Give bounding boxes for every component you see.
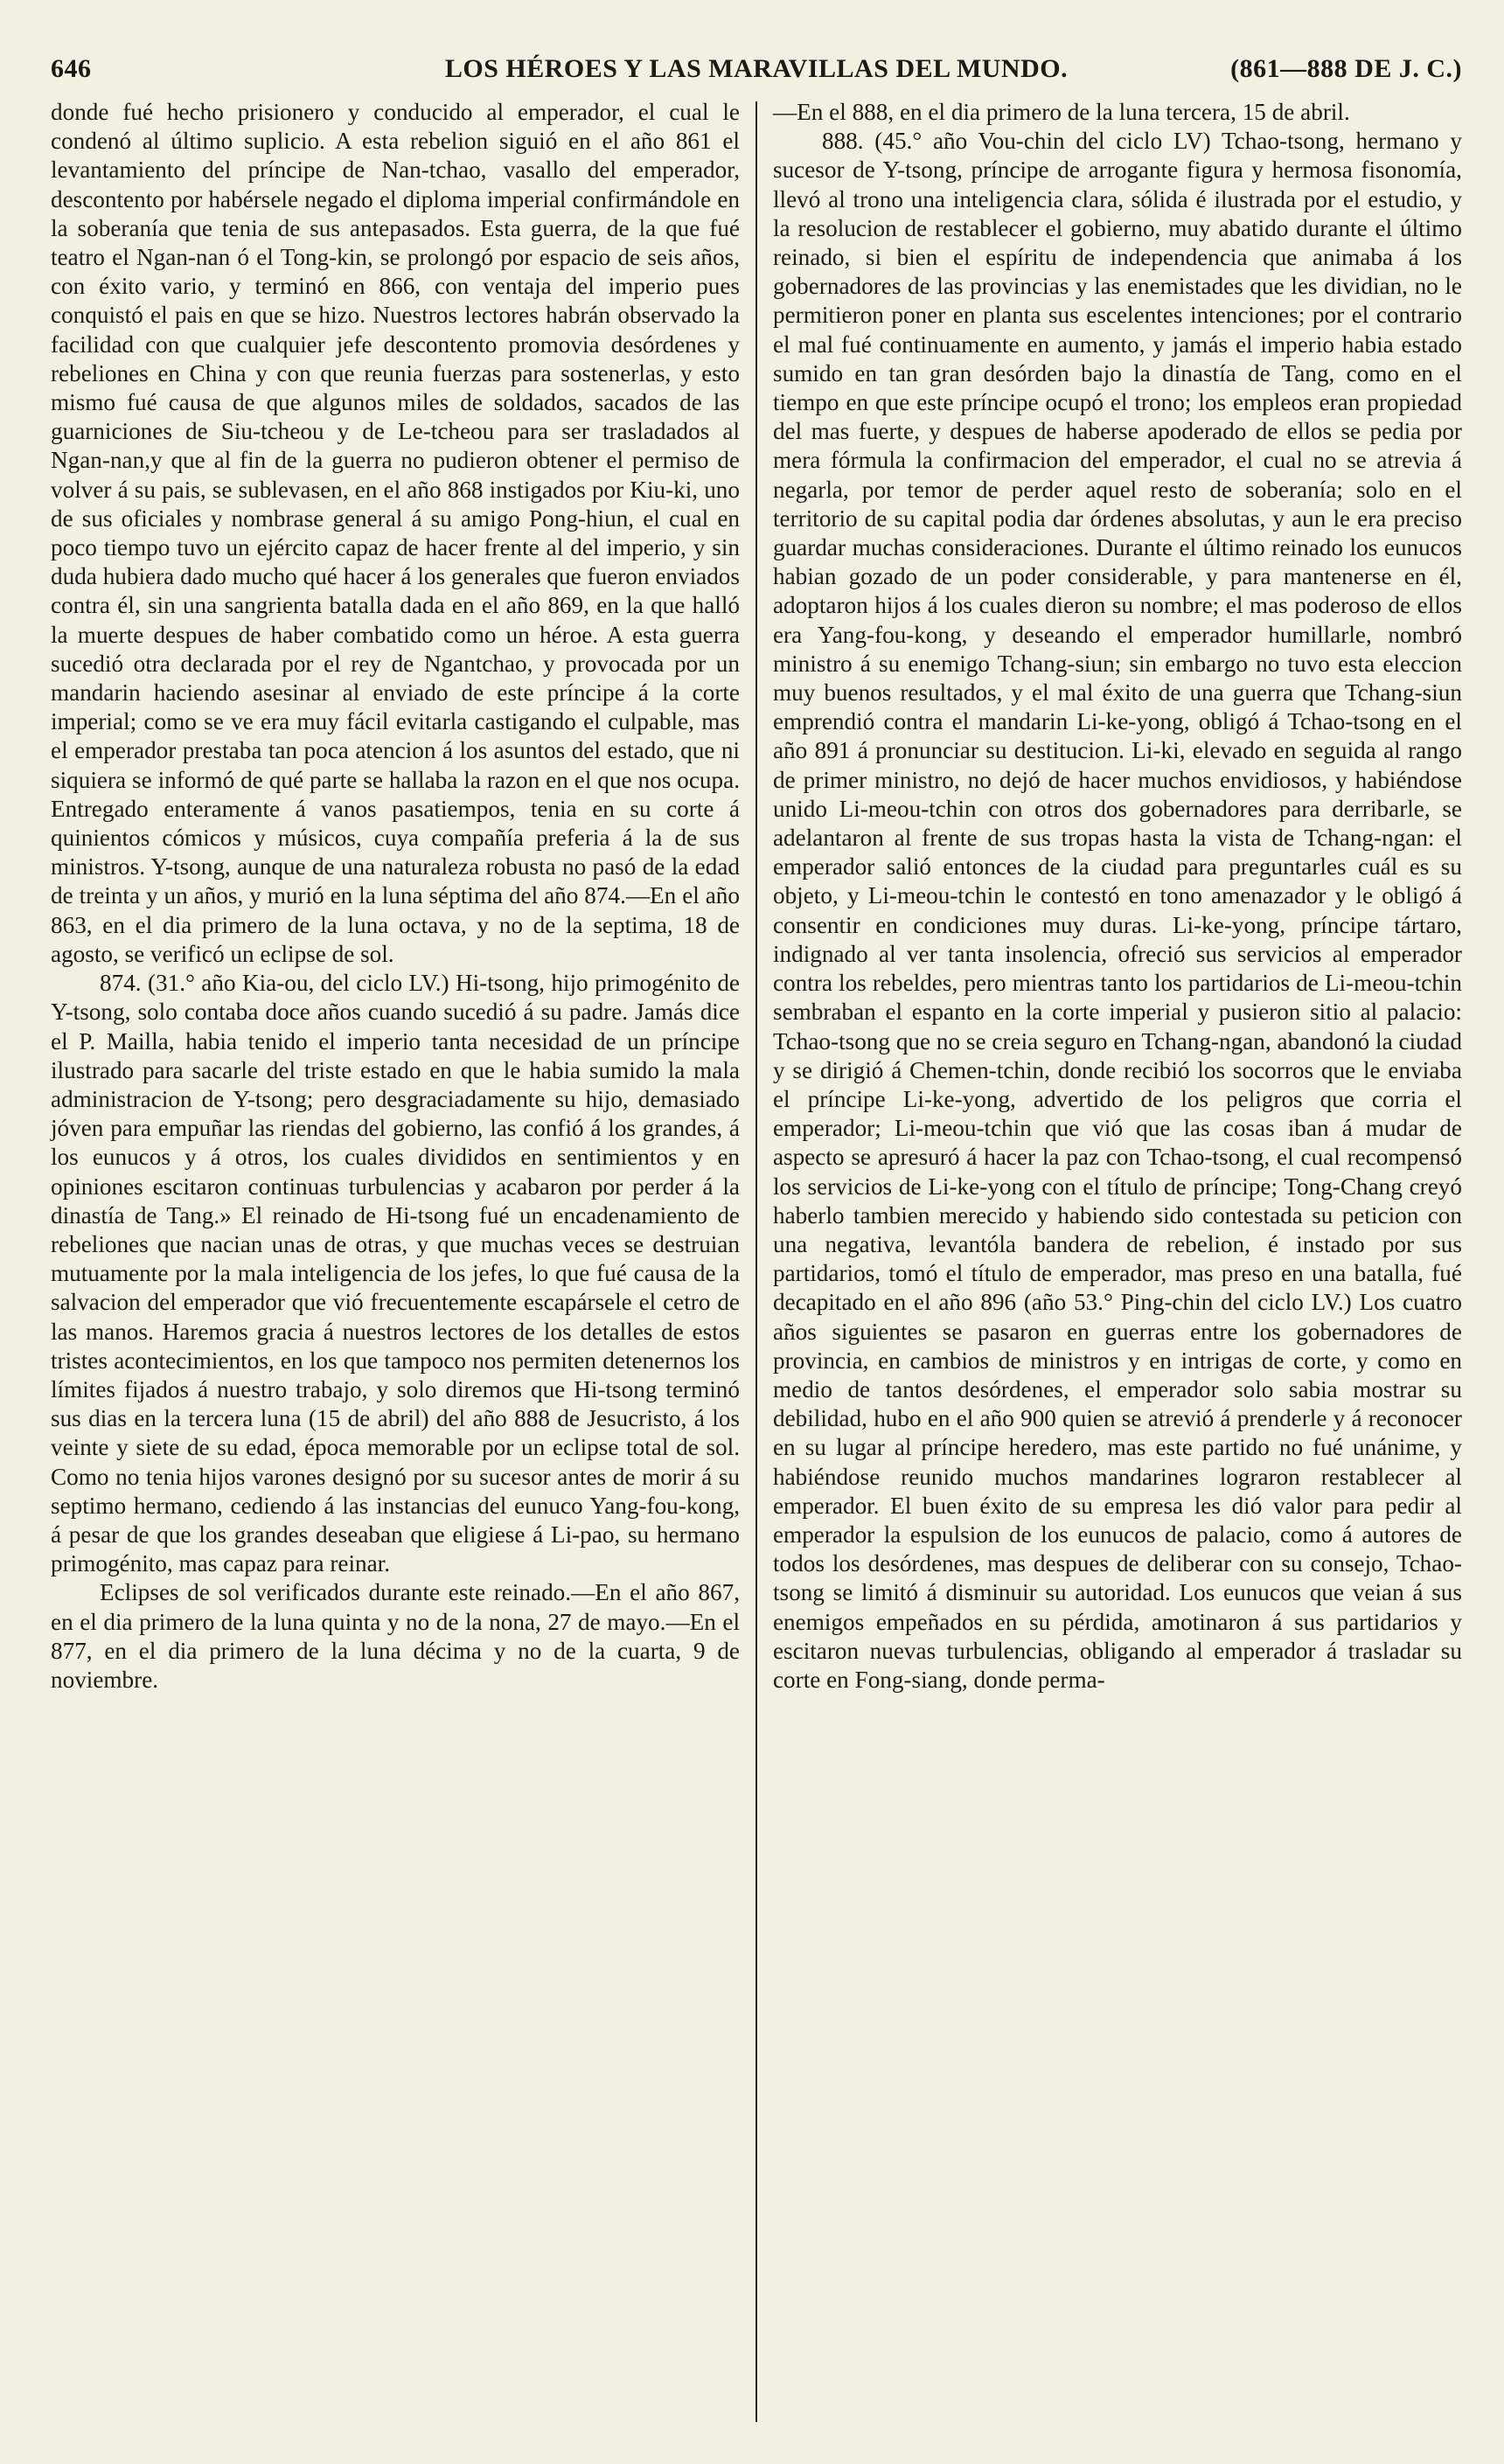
paragraph: 888. (45.° año Vou-chin del ciclo LV) Tchao-tsong, hermano y sucesor de Y-tsong, príncipe de arrogante figura y hermosa fisonomía, llevó al trono una inteligencia clara, sólida é ilustrada por el estudio, y la resolucion de restablecer el gobierno, muy abatido durante el último reinado, si bien el espíritu de independencia que animaba á los gobernadores de las provincias y las enemistades que les dividian, no le permitieron poner en planta sus escelentes intenciones; por el contrario el mal fué continuamente en aumento, y jamás el imperio habia estado sumido en tan gran desórden bajo la dinastía de Tang, como en el tiempo en que este príncipe ocupó el trono; los empleos eran propiedad del mas fuerte, y despues de haberse apoderado de ellos se pedia por mera fórmula la confirmacion del emperador, el cual no se atrevia á negarla, por temor de perder aquel resto de soberanía; solo en el territorio de su capital podia dar órdenes absolutas, y aun le era preciso guardar muchas consideraciones. Durante el último reinado los eunucos habian gozado de un poder considerable, y para mantenerse en él, adoptaron hijos á los cuales dieron su nombre; el mas poderoso de ellos era Yang-fou-kong, y deseando el emperador humillarle, nombró ministro á su enemigo Tchang-siun; sin embargo no tuvo esta eleccion muy buenos resultados, y el mal éxito de una guerra que Tchang-siun emprendió contra el mandarin Li-ke-yong, obligó á Tchao-tsong en el año 891 á pronunciar su destitucion. Li-ki, elevado en seguida al rango de primer ministro, no dejó de hacer muchos envidiosos, y habiéndose unido Li-meou-tchin con otros dos gobernadores para derribarle, se adelantaron al frente de sus tropas hasta la vista de Tchang-ngan: el emperador salió entonces de la ciudad para preguntarles cuál es su objeto, y Li-meou-tchin le contestó en tono amenazador y le obligó á consentir en condiciones muy duras. Li-ke-yong, príncipe tártaro, indignado al ver tanta insolencia, ofreció sus servicios al emperador contra los rebeldes, pero mientras tanto los partidarios de Li-meou-tchin sembraban el espanto en la corte imperial y pusieron sitio al palacio: Tchao-tsong que no se creia seguro en Tchang-ngan, abandonó la ciudad y se dirigió á Chemen-tchin, donde recibió los socorros que le enviaba el príncipe Li-ke-yong, advertido de los peligros que corria el emperador; Li-meou-tchin que vió que las cosas iban á mudar de aspecto se apresuró á hacer la paz con Tchao-tsong, el cual recompensó los servicios de Li-ke-yong con el título de príncipe; Tong-Chang creyó haberlo tambien merecido y habiendo sido contestada su peticion con una negativa, levantóla bandera de rebelion, é instado por sus partidarios, tomó el título de emperador, mas preso en una batalla, fué decapitado en el año 896 (año 53.° Ping-chin del ciclo LV.) Los cuatro años siguientes se pasaron en guerras entre los gobernadores de provincia, en cambios de ministros y en intrigas de corte, y como en medio de tantos desórdenes, el emperador solo sabia mostrar su debilidad, hubo en el año 900 quien se atrevió á prenderle y á reconocer en su lugar al príncipe heredero, mas este partido no fué unánime, y habiéndose reunido muchos mandarines lograron restablecer al emperador. El buen éxito de su empresa les dió valor para pedir al emperador la espulsion de los eunucos de palacio, como á autores de todos los desórdenes, mas despues de deliberar con su consejo, Tchao-tsong se limitó á disminuir su autoridad. Los eunucos que veian á sus enemigos empeñados en su pérdida, amotinaron á sus partidarios y escitaron nuevas turbulencias, obligando al emperador á trasladar su corte en Fong-siang, donde perma-: [772, 128, 1462, 1693]
right-column: [757, 98, 1462, 2429]
date-range: (861—888 DE J. C.): [1230, 54, 1462, 83]
paragraph: donde fué hecho prisionero y conducido al emperador, el cual le condenó al último suplicio. A esta rebelion siguió en el año 861 el levantamiento del príncipe de Nan-tchao, vasallo del emperador, descontento por habérsele negado el diploma imperial confirmándole en la soberanía que tenia de sus antepasados. Esta guerra, de la que fué teatro el Ngan-nan ó el Tong-kin, se prolongó por espacio de seis años, con éxito vario, y terminó en 866, con ventaja del imperio pues conquistó el pais en que se hizo. Nuestros lectores habrán observado la facilidad con que cualquier jefe descontento promovia desórdenes y rebeliones en China y con que reunia fuerzas para sostenerlas, y esto mismo fué causa de que algunos miles de soldados, sacados de las guarniciones de Siu-tcheou y de Le-tcheou para ser trasladados al Ngan-nan,y que al fin de la guerra no pudieron obtener el permiso de volver á su pais, se sublevasen, en el año 868 instigados por Kiu-ki, uno de sus oficiales y nombrase general á su amigo Pong-hiun, el cual en poco tiempo tuvo un ejército capaz de hacer frente al del imperio, y sin duda hubiera dado mucho qué hacer á los generales que fueron enviados contra él, sin una sangrienta batalla dada en el año 869, en la que halló la muerte despues de haber combatido como un héroe. A esta guerra sucedió otra declarada por el rey de Ngantchao, y provocada por un mandarin haciendo asesinar al enviado de este príncipe á la corte imperial; como se ve era muy fácil evitarla castigando el culpable, mas el emperador prestaba tan poca atencion á los asuntos del estado, que ni siquiera se informó de qué parte se hallaba la razon en el que nos ocupa. Entregado enteramente á vanos pasatiempos, tenia en su corte á quinientos cómicos y músicos, cuya compañía preferia á la de sus ministros. Y-tsong, aunque de una naturaleza robusta no pasó de la edad de treinta y un años, y murió en la luna séptima del año 874.—En el año 863, en el dia primero de la luna octava, y no de la septima, 18 de agosto, se verificó un eclipse de sol.: [51, 99, 740, 967]
page-number: 646: [51, 54, 92, 83]
paragraph: —En el 888, en el dia primero de la luna tercera, 15 de abril.: [772, 99, 1350, 125]
paragraph: Eclipses de sol verificados durante este reinado.—En el año 867, en el dia primero de la luna quinta y no de la nona, 27 de mayo.—En el 877, en el dia primero de la luna décima y no de la cuarta, 9 de noviembre.: [51, 1579, 740, 1693]
left-column: [51, 98, 755, 2429]
paragraph: 874. (31.° año Kia-ou, del ciclo LV.) Hi-tsong, hijo primogénito de Y-tsong, solo contaba doce años cuando sucedió á su padre. Jamás dice el P. Mailla, habia tenido el imperio tanta necesidad de un príncipe ilustrado para sacarle del triste estado en que le habia sumido la mala administracion de Y-tsong; pero desgraciadamente su hijo, demasiado jóven para empuñar las riendas del gobierno, las confió á los grandes, á los eunucos y á otros, los cuales divididos en sentimientos y en opiniones escitaron continuas turbulencias y acabaron por perder á la dinastía de Tang.» El reinado de Hi-tsong fué un encadenamiento de rebeliones que nacian unas de otras, y que muchas veces se destruian mutuamente por la mala inteligencia de los jefes, lo que fué causa de la salvacion del emperador que vió frecuentemente escapársele el cetro de las manos. Haremos gracia á nuestros lectores de los detalles de estos tristes acontecimientos, en los que tampoco nos permiten detenernos los límites fijados á nuestro trabajo, y solo diremos que Hi-tsong terminó sus dias en la tercera luna (15 de abril) del año 888 de Jesucristo, á los veinte y siete de su edad, época memorable por un eclipse total de sol. Como no tenia hijos varones designó por su sucesor antes de morir á su septimo hermano, cediendo á las instancias del eunuco Yang-fou-kong, á pesar de que los grandes deseaban que eligiese á Li-pao, su hermano primogénito, mas capaz para reinar.: [51, 970, 740, 1577]
running-header: [51, 47, 1462, 96]
text-columns: [51, 98, 1462, 2429]
running-title: LOS HÉROES Y LAS MARAVILLAS DEL MUNDO.: [444, 54, 1069, 83]
